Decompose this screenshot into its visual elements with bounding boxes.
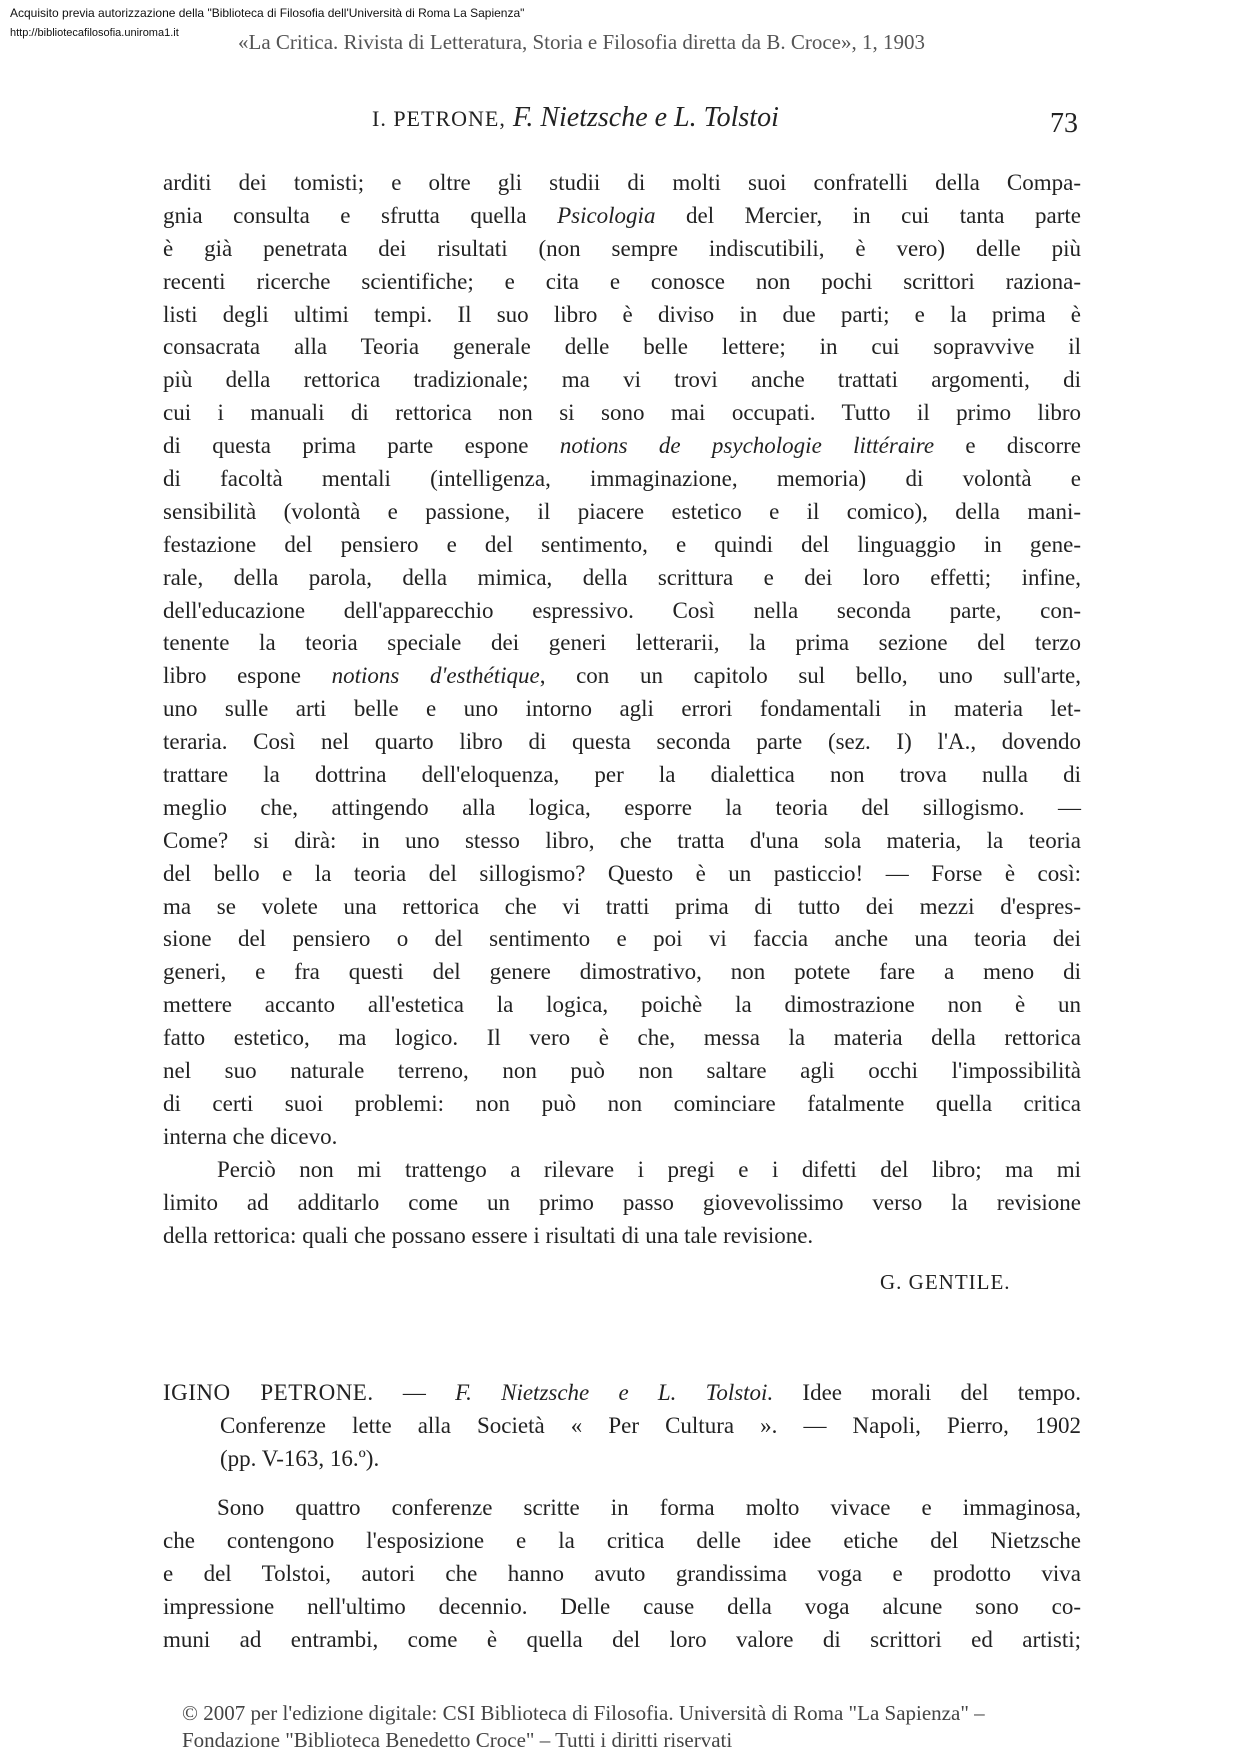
text-line: generi, e fra questi del genere dimostrativo, non potete fare a meno di	[163, 959, 1081, 985]
page-number: 73	[1050, 108, 1078, 139]
footer-line-2: Fondazione "Biblioteca Benedetto Croce" – Tutti i diritti riservati	[182, 1728, 733, 1752]
text-line: fatto estetico, ma logico. Il vero è che, messa la materia della rettorica	[163, 1025, 1081, 1051]
bib-dash: —	[402, 1380, 426, 1405]
text-line: Come? si dirà: in uno stesso libro, che tratta d'una sola materia, la teoria	[163, 827, 1081, 853]
copyright-footer	[182, 1700, 985, 1754]
text-line: di questa prima parte espone notions de psychologie littéraire e discorre	[163, 433, 1081, 459]
text-line: e del Tolstoi, autori che hanno avuto grandissima voga e prodotto viva	[163, 1560, 1081, 1586]
text-line: limito ad additarlo come un primo passo giovevolissimo verso la revisione	[163, 1189, 1081, 1215]
text-line: arditi dei tomisti; e oltre gli studii di molti suoi confratelli della Compa-	[163, 170, 1081, 195]
text-line: recenti ricerche scientifiche; e cita e conosce non pochi scrittori raziona-	[163, 268, 1081, 294]
review-gentile-text	[163, 167, 1081, 1252]
bibliographic-entry	[163, 1377, 1081, 1476]
review-signature	[880, 1270, 1011, 1295]
text-line: sensibilità (volontà e passione, il piacere estetico e il comico), della mani-	[163, 498, 1081, 524]
text-line: trattare la dottrina dell'eloquenza, per la dialettica non trova nulla di	[163, 762, 1081, 788]
bib-line-1	[163, 1377, 1081, 1410]
text-line: più della rettorica tradizionale; ma vi trovi anche trattati argomenti, di	[163, 367, 1081, 393]
text-line: festazione del pensiero e del sentimento, e quindi del linguaggio in gene-	[163, 531, 1081, 557]
review-petrone-text	[163, 1492, 1081, 1656]
text-line: di certi suoi problemi: non può non cominciare fatalmente quella critica	[163, 1090, 1081, 1116]
signature-text: G. GENTILE.	[880, 1270, 1011, 1294]
bib-subtitle: Idee morali del tempo.	[802, 1380, 1082, 1405]
text-line: tenente la teoria speciale dei generi letterarii, la prima sezione del terzo	[163, 630, 1081, 656]
text-line: sione del pensiero o del sentimento e poi vi faccia anche una teoria dei	[163, 926, 1081, 952]
text-line: della rettorica: quali che possano essere i risultati di una tale revisione.	[163, 1222, 814, 1248]
text-line: listi degli ultimi tempi. Il suo libro è diviso in due parti; e la prima è	[163, 301, 1081, 327]
acquisition-notice: Acquisito previa autorizzazione della "Biblioteca di Filosofia dell'Università di Roma La Sapienza"	[10, 6, 525, 20]
text-line: di facoltà mentali (intelligenza, immaginazione, memoria) di volontà e	[163, 466, 1081, 492]
running-head-author: I. PETRONE,	[372, 106, 506, 131]
text-line: meglio che, attingendo alla logica, esporre la teoria del sillogismo. —	[163, 794, 1081, 820]
text-line: cui i manuali di rettorica non si sono mai occupati. Tutto il primo libro	[163, 400, 1081, 426]
text-line: mettere accanto all'estetica la logica, poichè la dimostrazione non è un	[163, 992, 1081, 1018]
text-line: Perciò non mi trattengo a rilevare i pregi e i difetti del libro; ma mi	[217, 1156, 1081, 1182]
text-line: del bello e la teoria del sillogismo? Questo è un pasticcio! — Forse è così:	[163, 860, 1081, 886]
footer-line-1: © 2007 per l'edizione digitale: CSI Biblioteca di Filosofia. Università di Roma "La Sapienza" –	[182, 1701, 985, 1725]
text-line: rale, della parola, della mimica, della scrittura e dei loro effetti; infine,	[163, 564, 1081, 590]
bib-line-2: Conferenze lette alla Società « Per Cultura ». — Napoli, Pierro, 1902	[220, 1412, 1081, 1438]
text-line: muni ad entrambi, come è quella del loro valore di scrittori ed artisti;	[163, 1626, 1081, 1652]
bib-title: F. Nietzsche e L. Tolstoi.	[455, 1380, 774, 1405]
text-line: uno sulle arti belle e uno intorno agli errori fondamentali in materia let-	[163, 696, 1081, 722]
running-head	[372, 102, 779, 134]
text-line: consacrata alla Teoria generale delle belle lettere; in cui sopravvive il	[163, 334, 1081, 360]
text-line: ma se volete una rettorica che vi tratti prima di tutto dei mezzi d'espres-	[163, 893, 1081, 919]
running-head-title: F. Nietzsche e L. Tolstoi	[512, 102, 779, 133]
text-line: gnia consulta e sfrutta quella Psicologia del Mercier, in cui tanta parte	[163, 202, 1081, 228]
text-line: interna che dicevo.	[163, 1123, 338, 1149]
journal-citation: «La Critica. Rivista di Letteratura, Storia e Filosofia diretta da B. Croce», 1, 1903	[238, 30, 925, 54]
library-url: http://bibliotecafilosofia.uniroma1.it	[10, 27, 179, 39]
text-line: che contengono l'esposizione e la critica delle idee etiche del Nietzsche	[163, 1527, 1081, 1553]
text-line: Sono quattro conferenze scritte in forma molto vivace e immaginosa,	[217, 1495, 1081, 1520]
bib-line-3: (pp. V-163, 16.º).	[220, 1445, 380, 1471]
text-line: impressione nell'ultimo decennio. Delle cause della voga alcune sono co-	[163, 1593, 1081, 1619]
bib-author: IGINO PETRONE.	[163, 1380, 374, 1405]
text-line: è già penetrata dei risultati (non sempre indiscutibili, è vero) delle più	[163, 235, 1081, 261]
text-line: teraria. Così nel quarto libro di questa seconda parte (sez. I) l'A., dovendo	[163, 729, 1081, 755]
text-line: libro espone notions d'esthétique, con un capitolo sul bello, uno sull'arte,	[163, 663, 1081, 689]
text-line: nel suo naturale terreno, non può non saltare agli occhi l'impossibilità	[163, 1058, 1081, 1084]
text-line: dell'educazione dell'apparecchio espressivo. Così nella seconda parte, con-	[163, 597, 1081, 623]
